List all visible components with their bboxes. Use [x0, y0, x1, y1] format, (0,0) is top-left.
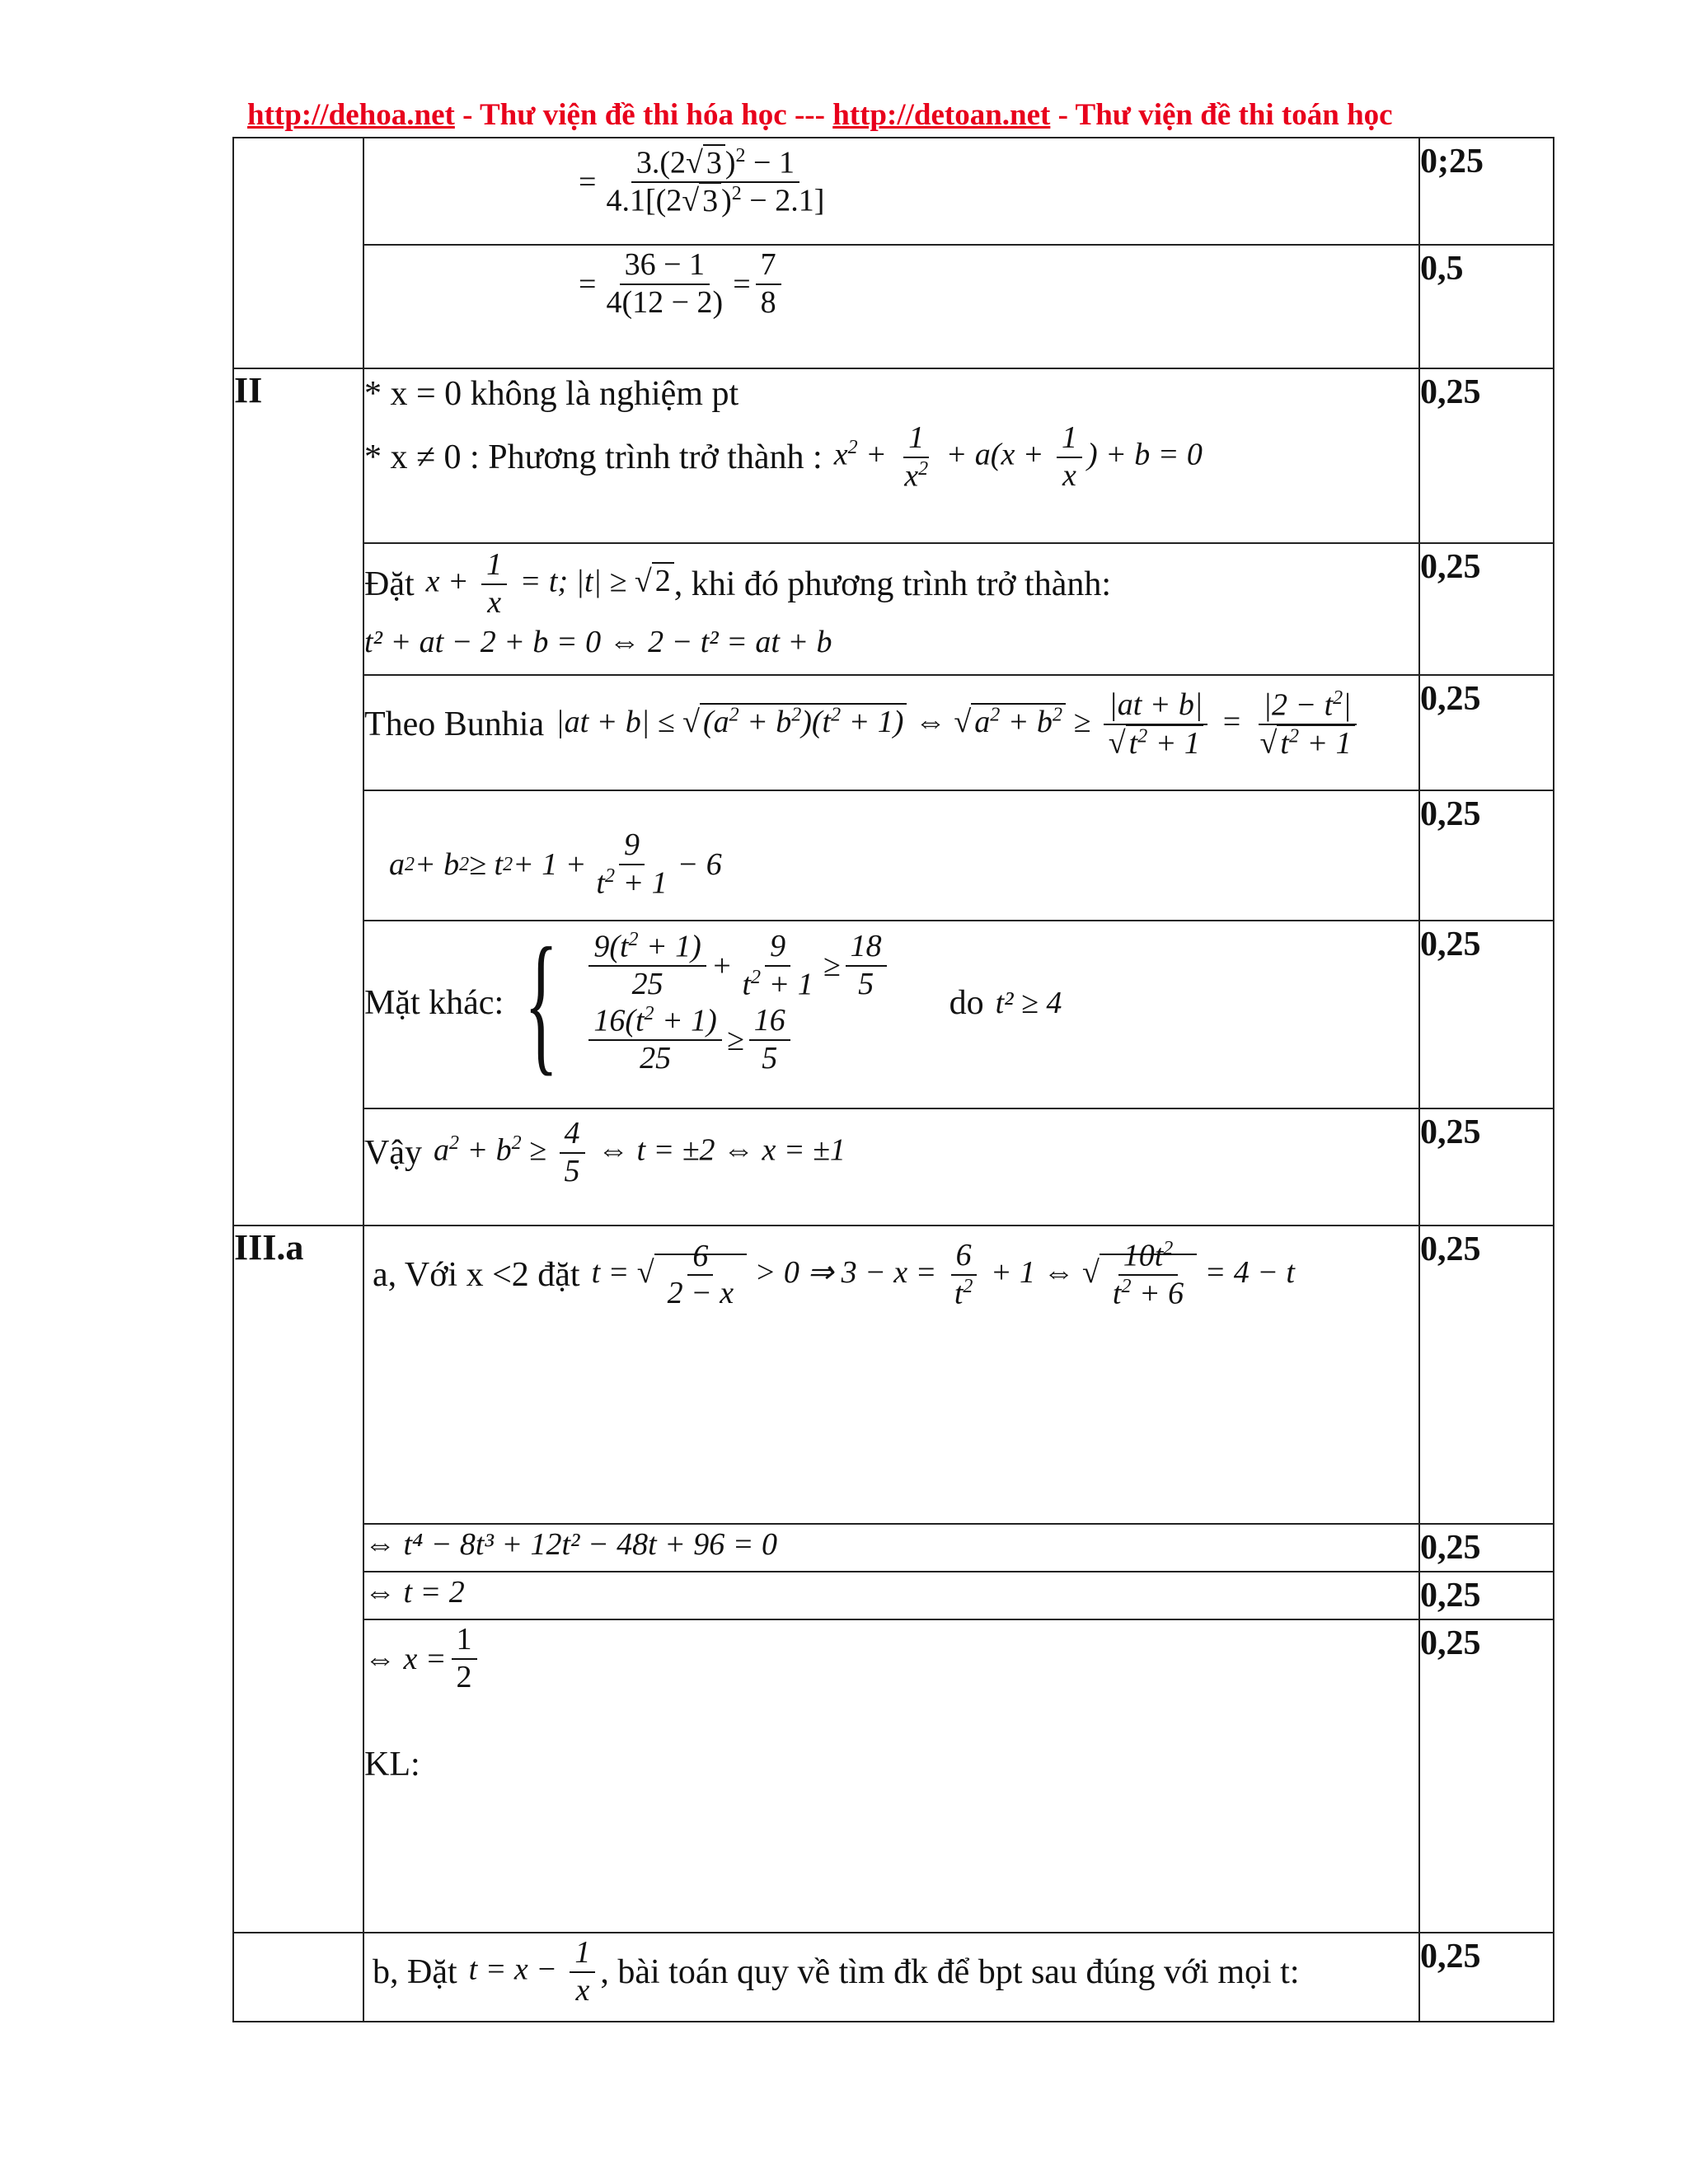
system-of-inequalities: $\frac{9(t^2 + 1)}{25}$ + $\frac{9}{t^2 + 1}$ ≥ $\frac{18}{5}$ $\frac{16(t^2 + 1)}{25}$ ≥ $\frac{16}{5}$ — [584, 929, 891, 1077]
content-cell — [363, 1524, 1419, 1572]
page-header — [247, 97, 1517, 133]
header-text-hoa: - Thư viện đề thi hóa học --- — [454, 98, 833, 132]
formula: t = √ $\frac{6}{2 - x}$ > 0 ⇒ 3 − x = $\frac{6}{t^2}$ + 1 ⇔ √ $\frac{10t^2}{t^2 + 6}$ = 4 − t — [591, 1238, 1295, 1311]
points-cell: 0;25 — [1419, 138, 1554, 245]
formula: = $\frac{3.(2√ 3 )^2 - 1}{4.1[(2√ 3 )^2 - 2.1]}$ — [579, 145, 825, 218]
content-cell — [363, 1226, 1419, 1524]
content-cell — [363, 1619, 1419, 1933]
statement: a, Với x <2 đặt t = √ $\frac{6}{2 - x}$ > 0 ⇒ 3 − x = $\frac{6}{t^2}$ + 1 ⇔ √ $\frac{10t^2}{t^2 + 6}$ = 4 − t — [373, 1238, 1295, 1311]
formula: t² + at − 2 + b = 0 ⇔ 2 − t² = at + b — [364, 625, 832, 660]
table-row — [233, 921, 1554, 1108]
formula: |at + b| ≤ √ $(a^2 + b^2)(t^2 + 1)$ ⇔ √ $a^2 + b^2$ ≥ $\frac{|at + b|}{√ t^2 + 1}$ = $\frac{|2 - t^2|}{√ t^2 + 1}$ — [556, 687, 1364, 762]
points-cell: 0,25 — [1419, 1572, 1554, 1619]
table-row — [233, 1572, 1554, 1619]
statement: * x ≠ 0 : Phương trình trở thành : $x^2$ + $\frac{1}{x^2}$ + a(x + $\frac{1}{x}$ ) + b = 0 — [364, 420, 1203, 494]
points-cell: 0,25 — [1419, 1226, 1554, 1524]
header-link-dehoa[interactable]: http://dehoa.net — [247, 98, 455, 132]
points-cell: 0,25 — [1419, 1933, 1554, 2022]
content-cell — [363, 790, 1419, 921]
table-row — [233, 368, 1554, 543]
section-cell-empty — [233, 1933, 363, 2022]
table-row — [233, 1226, 1554, 1524]
content-cell — [363, 1572, 1419, 1619]
statement: * x = 0 không là nghiệm pt — [364, 375, 739, 413]
content-cell — [363, 1108, 1419, 1226]
formula: x + $\frac{1}{x}$ = t; |t| ≥ √ 2 — [426, 547, 674, 621]
statement: b, Đặt t = x − $\frac{1}{x}$ , bài toán quy về tìm đk để bpt sau đúng với mọi t: — [373, 1935, 1300, 2008]
table-row — [233, 1524, 1554, 1572]
section-label-iiia: III.a — [233, 1226, 363, 1933]
formula: $a^2 + b^2$ ≥ $\frac{4}{5}$ ⇔ t = ±2 ⇔ x = ±1 — [433, 1116, 846, 1188]
statement: Theo Bunhia |at + b| ≤ √ $(a^2 + b^2)(t^2 + 1)$ ⇔ √ $a^2 + b^2$ ≥ $\frac{|at + b|}{√ t^2 + 1}$ = $\frac{|2 - t^2|}{√ t^2 + 1}$ — [364, 687, 1418, 762]
table-row — [233, 245, 1554, 368]
points-cell: 0,25 — [1419, 1619, 1554, 1933]
table-row — [233, 1108, 1554, 1226]
header-text-toan: - Thư viện đề thi toán học — [1050, 98, 1393, 132]
table-row — [233, 138, 1554, 245]
brace-icon: { — [524, 916, 559, 1090]
formula: ⇔ x = $\frac{1}{2}$ — [364, 1622, 1418, 1695]
answer-table — [232, 137, 1554, 2022]
content-cell — [363, 138, 1419, 245]
content-cell — [363, 675, 1419, 790]
formula: t = x − $\frac{1}{x}$ — [469, 1935, 601, 2008]
content-cell — [363, 916, 1419, 1108]
statement: Đặt x + $\frac{1}{x}$ = t; |t| ≥ √ 2 , khi đó phương trình trở thành: — [364, 547, 1111, 620]
table-row — [233, 543, 1554, 675]
section-label-ii: II — [233, 368, 363, 1226]
table-row — [233, 790, 1554, 921]
points-cell: 0,25 — [1419, 675, 1554, 790]
formula: $x^2$ + $\frac{1}{x^2}$ + a(x + $\frac{1}{x}$ ) + b = 0 — [833, 420, 1203, 494]
points-cell: 0,5 — [1419, 245, 1554, 368]
points-cell: 0,25 — [1419, 790, 1554, 921]
points-cell: 0,25 — [1419, 1524, 1554, 1572]
section-cell-empty — [233, 138, 363, 368]
points-cell: 0,25 — [1419, 1108, 1554, 1226]
table-row — [233, 675, 1554, 790]
content-cell — [363, 1933, 1419, 2022]
points-cell: 0,25 — [1419, 368, 1554, 543]
content-cell — [363, 543, 1419, 675]
points-cell: 0,25 — [1419, 543, 1554, 675]
conclusion-label: KL: — [364, 1746, 420, 1784]
points-cell: 0,25 — [1419, 921, 1554, 1108]
formula: ⇔ t⁴ − 8t³ + 12t² − 48t + 96 = 0 — [364, 1527, 777, 1562]
content-cell — [363, 245, 1419, 368]
formula: ⇔ t = 2 — [364, 1575, 465, 1610]
formula: a 2 + b 2 ≥ t 2 + 1 + $\frac{9}{t^2 + 1}$ − 6 — [389, 827, 722, 901]
table-row — [233, 1933, 1554, 2022]
table-row — [233, 1619, 1554, 1933]
header-link-detoan[interactable]: http://detoan.net — [832, 98, 1051, 132]
formula: = $\frac{36 - 1}{4(12 - 2)}$ = $\frac{7}{8}$ — [579, 247, 1418, 321]
statement: Vậy $a^2 + b^2$ ≥ $\frac{4}{5}$ ⇔ t = ±2 ⇔ x = ±1 — [364, 1116, 846, 1188]
content-cell — [363, 368, 1419, 543]
statement: Mặt khác: { $\frac{9(t^2 + 1)}{25}$ + $\frac{9}{t^2 + 1}$ ≥ $\frac{18}{5}$ $\frac{16(t^2 + 1)}{25}$ ≥ $\frac{16}{5}$ do t² ≥ 4 — [364, 916, 1062, 1090]
